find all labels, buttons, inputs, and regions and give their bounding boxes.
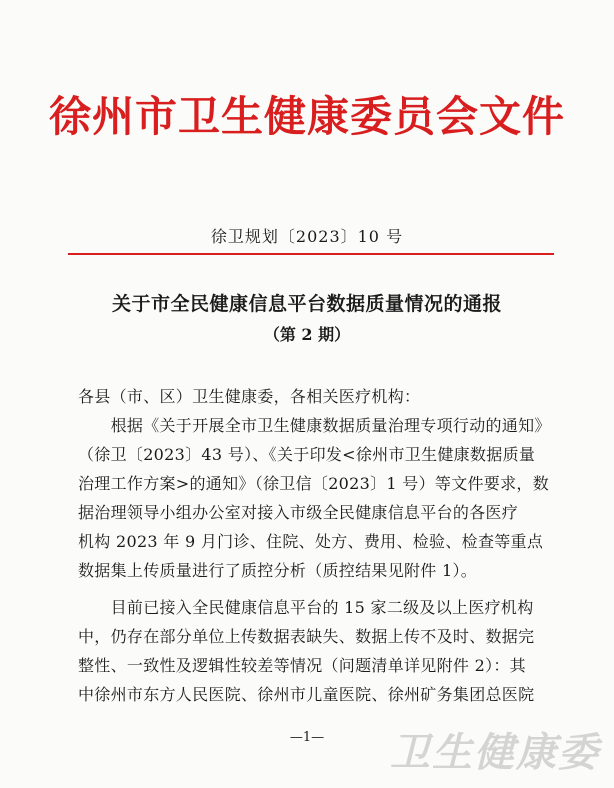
body-line: 各县（市、区）卫生健康委，各相关医疗机构： <box>78 387 421 406</box>
body-line: 中徐州市东方人民医院、徐州市儿童医院、徐州矿务集团总医院 <box>78 685 535 704</box>
body-line: 据治理领导小组办公室对接入市级全民健康信息平台的各医疗 <box>78 503 519 522</box>
page-number: —1— <box>289 730 325 745</box>
body-line: 整性、一致性及逻辑性较差等情况（问题清单详见附件 2）：其 <box>78 656 526 675</box>
body-line: 机构 2023 年 9 月门诊、住院、处方、费用、检验、检查等重点 <box>78 532 544 551</box>
watermark-logo: 卫生健康委 <box>390 730 600 776</box>
red-divider-line <box>68 253 554 255</box>
masthead-title: 徐州市卫生健康委员会文件 <box>48 92 565 141</box>
body-line: （徐卫〔2023〕43 号）、《关于印发<徐州市卫生健康数据质量 <box>78 445 536 464</box>
issue-number: （第 2 期） <box>263 325 351 344</box>
body-line: 目前已接入全民健康信息平台的 15 家二级及以上医疗机构 <box>78 598 534 617</box>
body-line: 根据《关于开展全市卫生健康数据质量治理专项行动的通知》 <box>78 416 551 435</box>
body-line: 治理工作方案>的通知》（徐卫信〔2023〕1 号）等文件要求，数 <box>78 474 549 493</box>
document-number: 徐卫规划〔2023〕10 号 <box>210 227 404 246</box>
body-line: 中，仍存在部分单位上传数据表缺失、数据上传不及时、数据完 <box>78 627 535 646</box>
body-line: 数据集上传质量进行了质控分析（质控结果见附件 1）。 <box>78 561 478 580</box>
notice-title: 关于市全民健康信息平台数据质量情况的通报 <box>111 293 502 315</box>
